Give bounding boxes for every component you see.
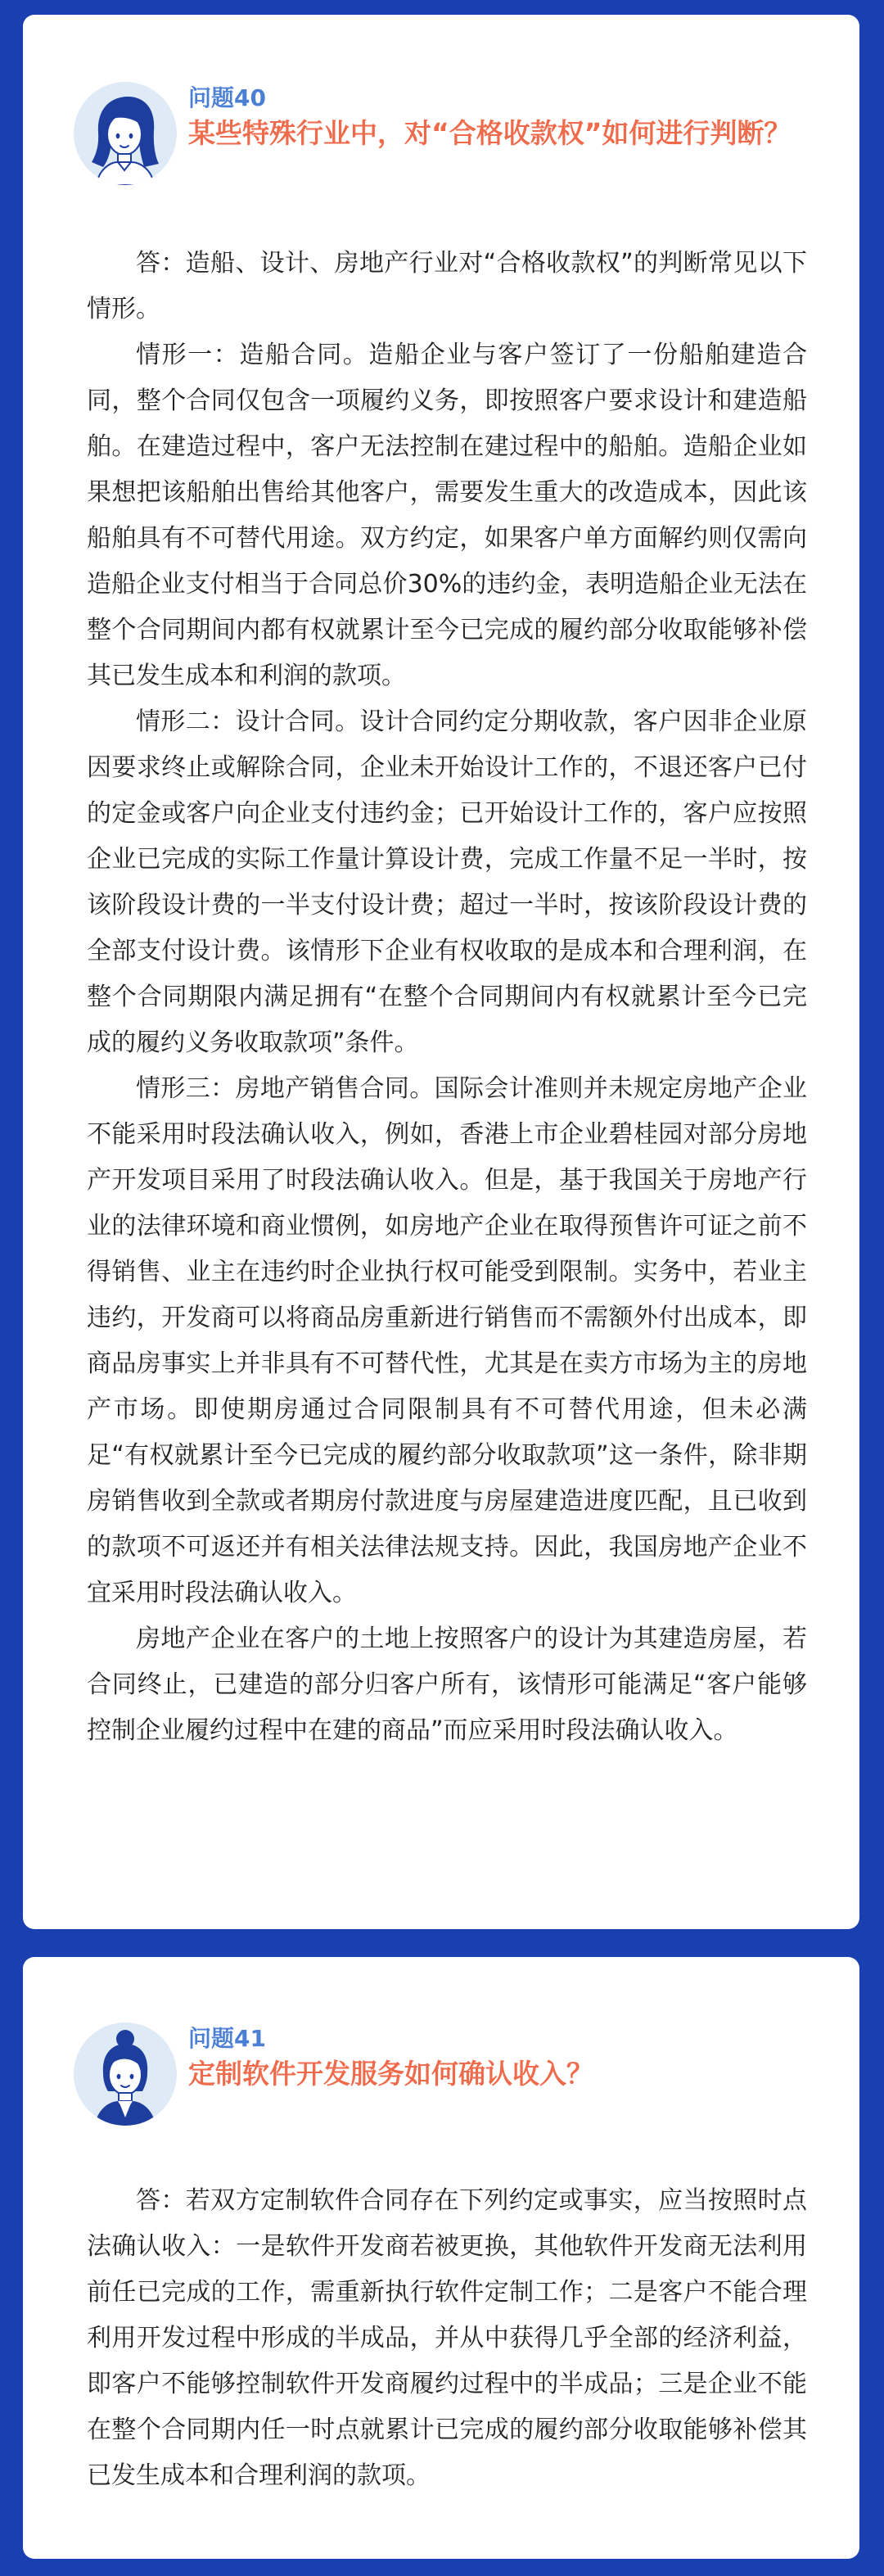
question-number: 问题41 <box>188 2025 266 2052</box>
question-number: 问题40 <box>188 84 266 111</box>
woman-bun-avatar-icon <box>74 2022 177 2126</box>
answer-paragraph: 房地产企业在客户的土地上按照客户的设计为其建造房屋，若合同终止，已建造的部分归客户所有，该情形可能满足“客户能够控制企业履约过程中在建的商品”而应采用时段法确认收入。 <box>87 1625 807 1745</box>
question-header <box>74 82 794 185</box>
question-text-block <box>188 84 794 154</box>
question-title: 定制软件开发服务如何确认收入？ <box>188 2058 593 2090</box>
question-card-40 <box>23 15 859 1929</box>
woman-avatar-icon <box>74 82 177 185</box>
answer-paragraph: 情形一：造船合同。造船企业与客户签订了一份船舶建造合同，整个合同仅包含一项履约义务，即按照客户要求设计和建造船舶。在建造过程中，客户无法控制在建过程中的船舶。造船企业如果想把该船舶出售给其他客户，需要发生重大的改造成本，因此该船舶具有不可替代用途。双方约定，如果客户单方面解约则仅需向造船企业支付相当于合同总价30%的违约金，表明造船企业无法在整个合同期间内都有权就累计至今已完成的履约部分收取能够补偿其已发生成本和利润的款项。 <box>87 341 807 690</box>
answer-body <box>87 241 807 1754</box>
question-card-41 <box>23 1957 859 2559</box>
question-title: 某些特殊行业中，对“合格收款权”如何进行判断？ <box>188 117 792 149</box>
question-header <box>74 2022 794 2126</box>
answer-paragraph: 答：若双方定制软件合同存在下列约定或事实，应当按照时点法确认收入：一是软件开发商若被更换，其他软件开发商无法利用前任已完成的工作，需重新执行软件定制工作；二是客户不能合理利用开发过程中形成的半成品，并从中获得几乎全部的经济利益，即客户不能够控制软件开发商履约过程中的半成品；三是企业不能在整个合同期内任一时点就累计已完成的履约部分收取能够补偿其已发生成本和合理利润的款项。 <box>87 2186 807 2490</box>
question-text-block <box>188 2024 794 2095</box>
answer-paragraph: 答：造船、设计、房地产行业对“合格收款权”的判断常见以下情形。 <box>87 249 807 323</box>
answer-body <box>87 2178 807 2499</box>
answer-paragraph: 情形二：设计合同。设计合同约定分期收款，客户因非企业原因要求终止或解除合同，企业未开始设计工作的，不退还客户已付的定金或客户向企业支付违约金；已开始设计工作的，客户应按照企业已完成的实际工作量计算设计费，完成工作量不足一半时，按该阶段设计费的一半支付设计费；超过一半时，按该阶段设计费的全部支付设计费。该情形下企业有权收取的是成本和合理利润，在整个合同期限内满足拥有“在整个合同期间内有权就累计至今已完成的履约义务收取款项”条件。 <box>87 707 807 1057</box>
answer-paragraph: 情形三：房地产销售合同。国际会计准则并未规定房地产企业不能采用时段法确认收入，例如，香港上市企业碧桂园对部分房地产开发项目采用了时段法确认收入。但是，基于我国关于房地产行业的法律环境和商业惯例，如房地产企业在取得预售许可证之前不得销售、业主在违约时企业执行权可能受到限制。实务中，若业主违约，开发商可以将商品房重新进行销售而不需额外付出成本，即商品房事实上并非具有不可替代性，尤其是在卖方市场为主的房地产市场。即使期房通过合同限制具有不可替代用途，但未必满足“有权就累计至今已完成的履约部分收取款项”这一条件，除非期房销售收到全款或者期房付款进度与房屋建造进度匹配，且已收到的款项不可返还并有相关法律法规支持。因此，我国房地产企业不宜采用时段法确认收入。 <box>87 1074 807 1607</box>
